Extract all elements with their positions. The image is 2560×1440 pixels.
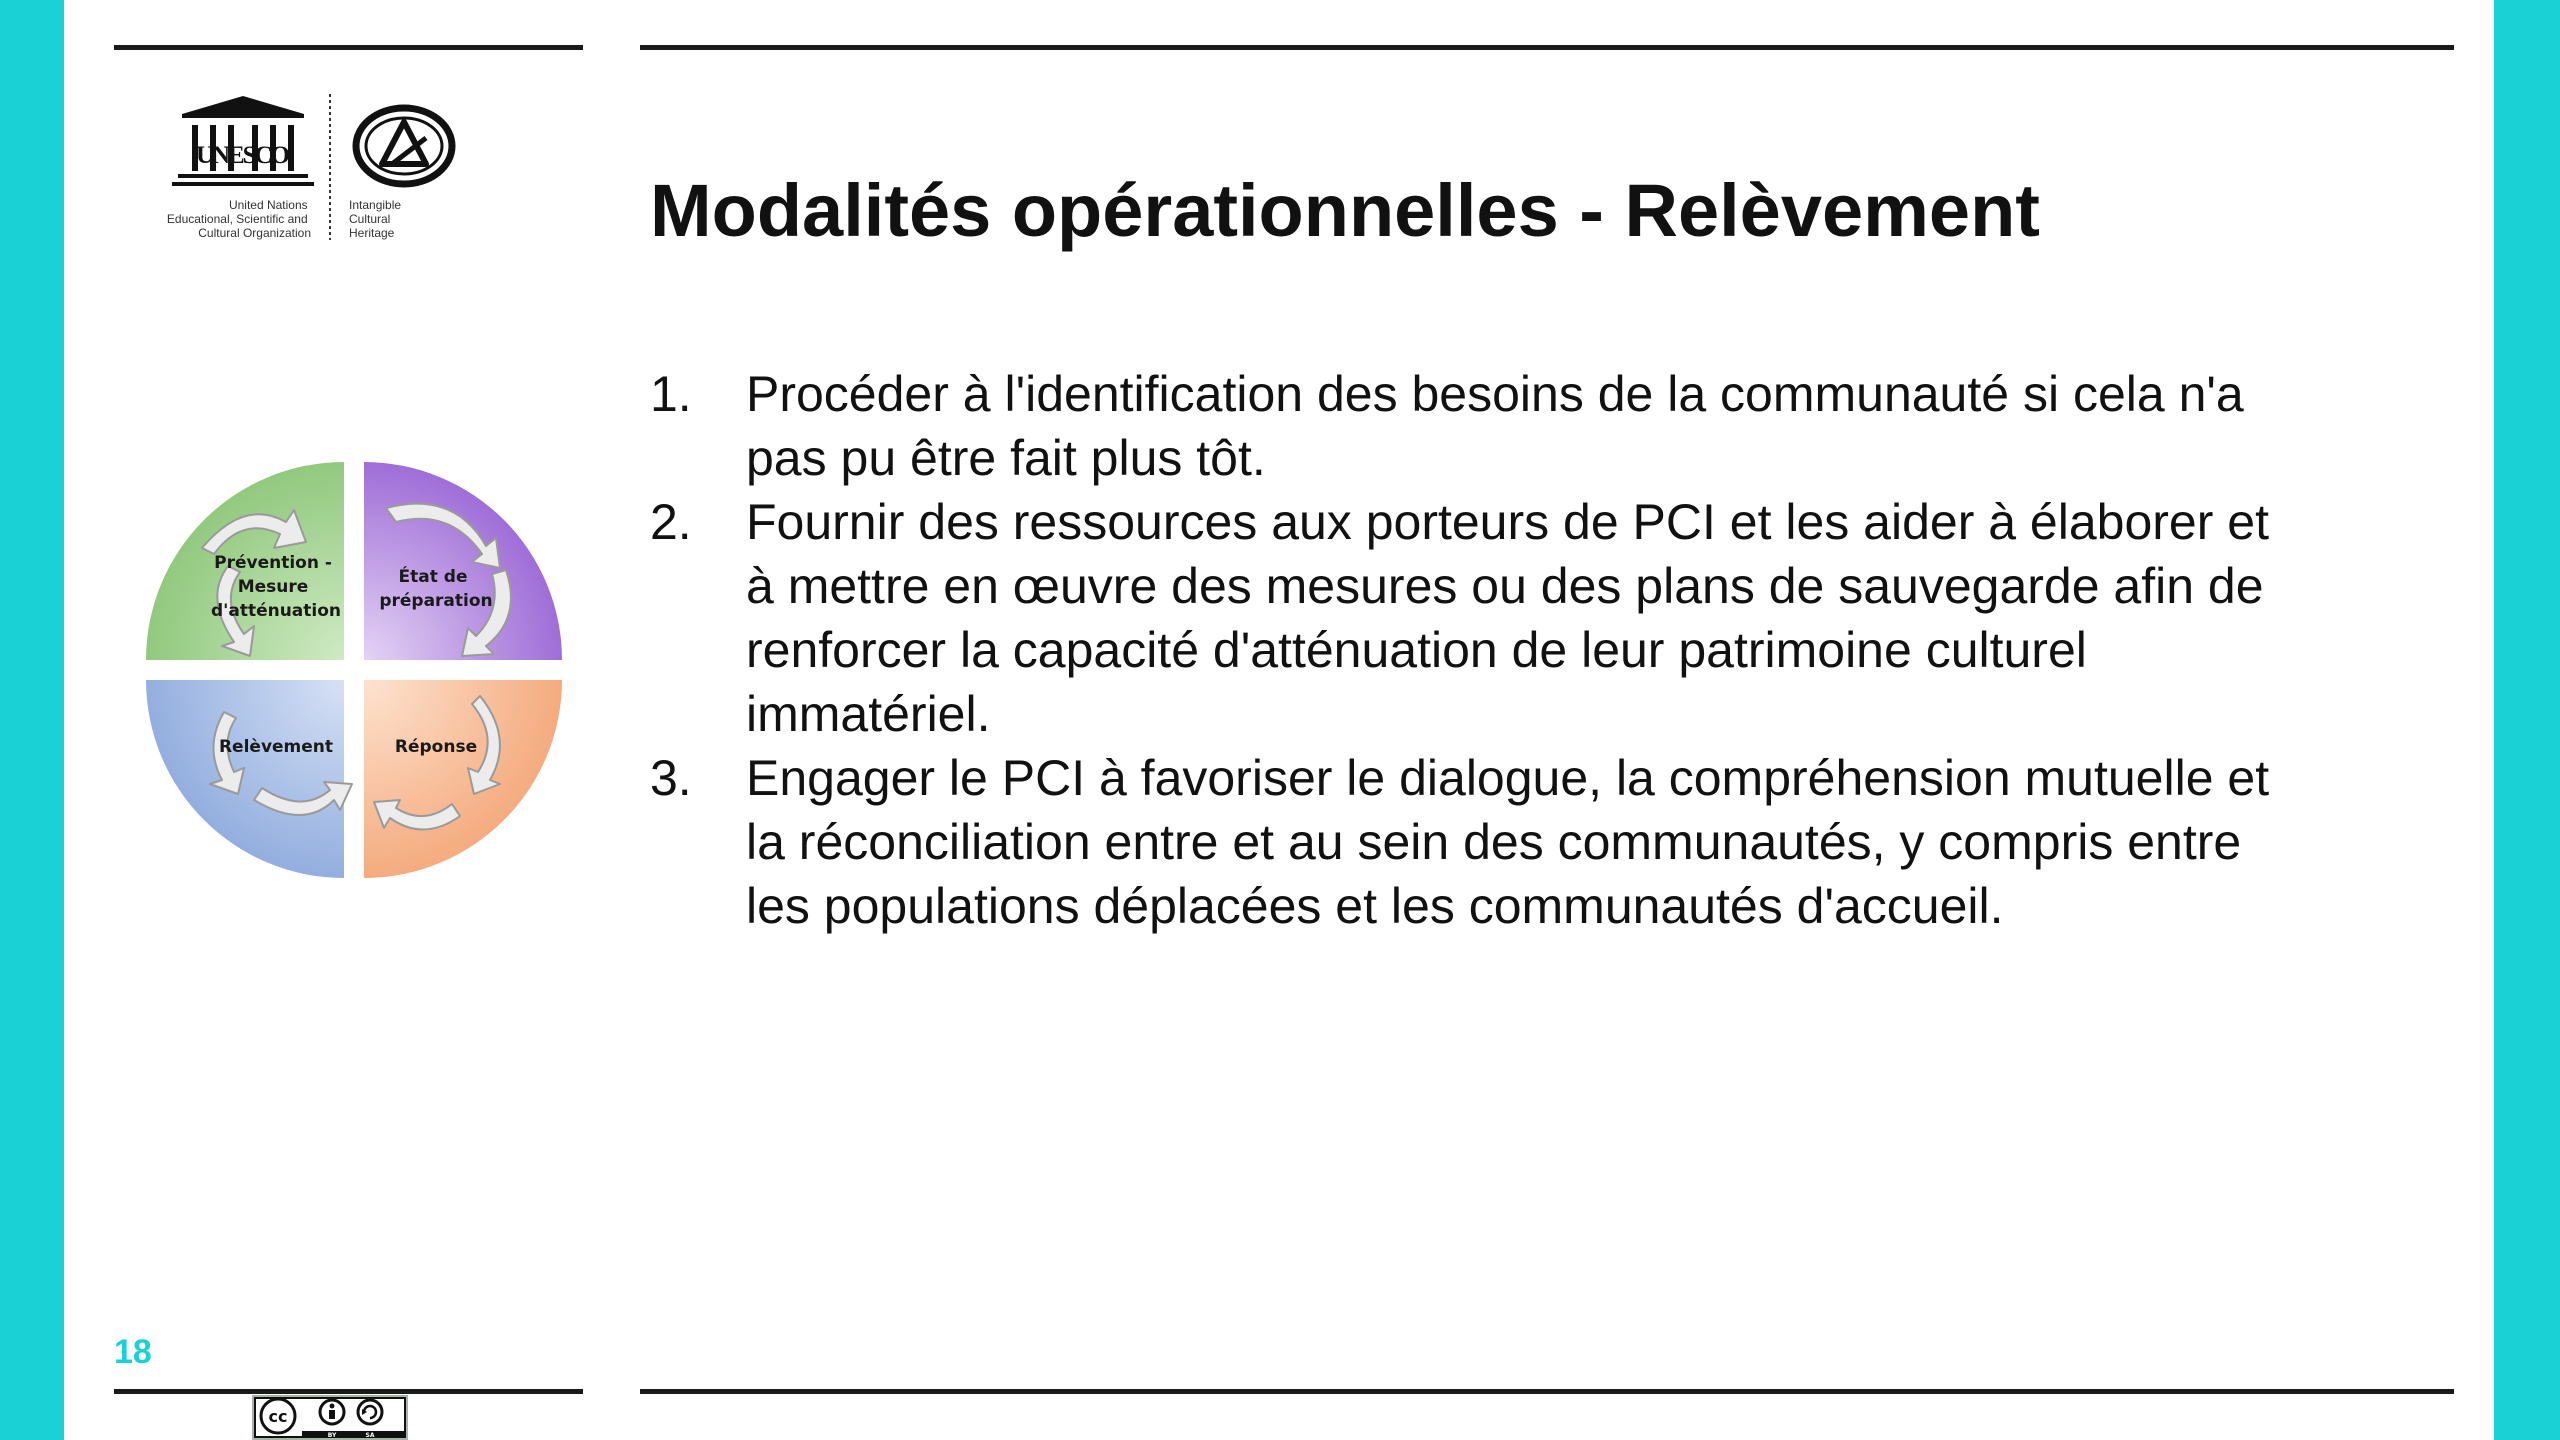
cc-by-label: BY (327, 1432, 337, 1439)
intangible-heritage-icon (356, 108, 452, 184)
cc-by-sa-badge (252, 1395, 408, 1440)
heritage-line: Heritage (349, 226, 395, 240)
cycle-label-recovery: Relèvement (218, 737, 334, 757)
org-line: United Nations (228, 198, 308, 212)
heritage-line: Cultural (349, 212, 391, 226)
list-item (650, 362, 2310, 490)
measures-list (650, 362, 2310, 938)
disaster-cycle-diagram (134, 450, 574, 890)
unesco-temple-icon (172, 96, 314, 186)
cycle-quadrant-response (364, 680, 562, 878)
list-item-text: Procéder à l'identification des besoins de la communauté si cela n'a pas pu être fait plus tôt. (746, 366, 2244, 486)
list-item-text: Fournir des ressources aux porteurs de PCI et les aider à élaborer et à mettre en œuvre des mesures ou des plans de sauvegarde afin de renforcer la capacité d'atténuation de leur patrimoine culturel immatériel. (746, 494, 2269, 742)
cc-sa-label: SA (365, 1432, 375, 1439)
org-line: Educational, Scientific and (166, 212, 308, 226)
org-line: Cultural Organization (198, 226, 311, 240)
cycle-label-preparation: État de préparation (379, 567, 493, 611)
cycle-quadrant-recovery (146, 680, 344, 878)
unesco-ich-logo (108, 92, 470, 244)
share-alike-icon (358, 1400, 382, 1424)
left-accent-border (0, 0, 64, 1440)
slide-title: Modalités opérationnelles - Relèvement (650, 168, 2040, 252)
slide-number: 18 (114, 1333, 152, 1371)
list-item-text: Engager le PCI à favoriser le dialogue, la compréhension mutuelle et la réconciliation entre et au sein des communautés, y compris entre les populations déplacées et les communautés d'accueil. (746, 750, 2270, 934)
list-item-number: 3. (650, 750, 692, 806)
list-item-number: 1. (650, 366, 692, 422)
bottom-rule-right (640, 1389, 2454, 1394)
list-item-number: 2. (650, 494, 692, 550)
cycle-quadrant-preparation (364, 462, 562, 660)
svg-text:Intangible Cultural He (349, 198, 404, 240)
top-rule-left (114, 45, 583, 50)
cc-label: cc (268, 1407, 288, 1426)
list-item (650, 490, 2310, 746)
cycle-label-response: Réponse (394, 737, 478, 757)
top-rule-right (640, 45, 2454, 50)
unesco-wordmark: UNESCO (196, 142, 290, 169)
bottom-rule-left (114, 1389, 583, 1394)
list-item (650, 746, 2310, 938)
right-accent-border (2494, 0, 2560, 1440)
svg-text:United Nations Educational (167, 198, 311, 240)
heritage-line: Intangible (349, 198, 402, 212)
cycle-label-prevention: Prévention - Mesure d'atténuation (210, 553, 342, 621)
